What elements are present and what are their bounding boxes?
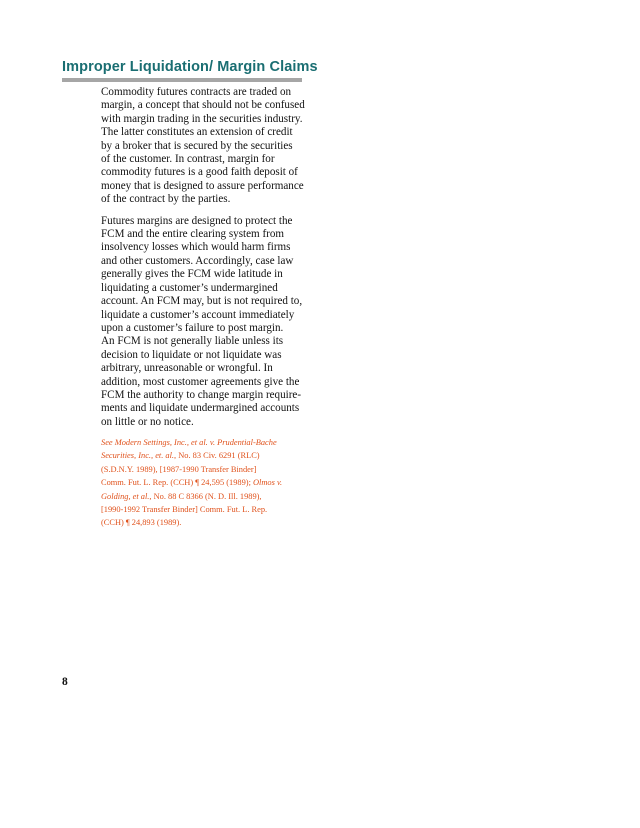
paragraph-line: insolvency losses which would harm firms (101, 241, 291, 254)
paragraph-line: with margin trading in the securities industry. (101, 112, 303, 125)
citation-case-name: Securities, Inc., et. al. (101, 451, 175, 461)
paragraph-line: on little or no notice. (101, 415, 194, 428)
citation-reference: Comm. Fut. L. Rep. (CCH) ¶ 24,595 (1989); (101, 478, 253, 488)
citation-line (101, 436, 316, 449)
paragraph-line: An FCM is not generally liable unless its (101, 335, 284, 348)
paragraph-line: liquidate a customer’s account immediately (101, 308, 295, 321)
page-number: 8 (62, 676, 68, 688)
paragraph-line: of the customer. In contrast, margin for (101, 153, 275, 166)
citation-reference: , No. 83 Civ. 6291 (RLC) (174, 451, 260, 461)
paragraph-line: ments and liquidate undermargined accounts (101, 402, 300, 415)
citation-reference: , No. 88 C 8366 (N. D. Ill. 1989), (149, 491, 262, 501)
paragraph-line: addition, most customer agreements give the (101, 375, 300, 388)
title-underline-rule (62, 78, 302, 82)
paragraph-1 (101, 86, 311, 207)
paragraph-line: Commodity futures contracts are traded on (101, 86, 292, 98)
citation-line (101, 476, 316, 489)
paragraph-line: decision to liquidate or not liquidate was (101, 348, 282, 361)
citation-reference: (S.D.N.Y. 1989), [1987-1990 Transfer Binder] (101, 464, 257, 474)
paragraph-line: by a broker that is secured by the securities (101, 139, 293, 152)
citation-line (101, 503, 316, 516)
paragraph-line: arbitrary, unreasonable or wrongful. In (101, 362, 273, 375)
paragraph-line: FCM the authority to change margin require- (101, 388, 302, 401)
paragraph-line: upon a customer’s failure to post margin. (101, 321, 284, 334)
citation-reference: [1990-1992 Transfer Binder] Comm. Fut. L. Rep. (101, 505, 268, 515)
citation-line (101, 463, 316, 476)
paragraph-line: money that is designed to assure performance (101, 179, 304, 192)
paragraph-line: margin, a concept that should not be confused (101, 99, 305, 112)
paragraph-line: FCM and the entire clearing system from (101, 228, 285, 241)
section-title: Improper Liquidation/ Margin Claims (62, 59, 318, 75)
paragraph-line: The latter constitutes an extension of credit (101, 126, 293, 139)
citation-reference: (CCH) ¶ 24,893 (1989). (101, 518, 182, 528)
paragraph-line: generally gives the FCM wide latitude in (101, 268, 283, 281)
citation-line (101, 490, 316, 503)
body-text (101, 86, 311, 429)
paragraph-line: Futures margins are designed to protect the (101, 214, 293, 227)
citation-line (101, 516, 316, 529)
citation-case-name: Olmos v. (253, 478, 283, 488)
paragraph-line: commodity futures is a good faith deposit of (101, 166, 298, 179)
citation-case-name: See Modern Settings, Inc., et al. v. Prudential-Bache (101, 438, 277, 447)
paragraph-line: of the contract by the parties. (101, 193, 231, 206)
paragraph-line: account. An FCM may, but is not required to, (101, 295, 303, 308)
citation-case-name: Golding, et al. (101, 491, 150, 501)
paragraph-line: liquidating a customer’s undermargined (101, 281, 278, 294)
case-citation (101, 436, 316, 530)
paragraph-2 (101, 215, 311, 430)
citation-line (101, 449, 316, 462)
paragraph-spacer (101, 207, 311, 215)
paragraph-line: and other customers. Accordingly, case law (101, 254, 294, 267)
